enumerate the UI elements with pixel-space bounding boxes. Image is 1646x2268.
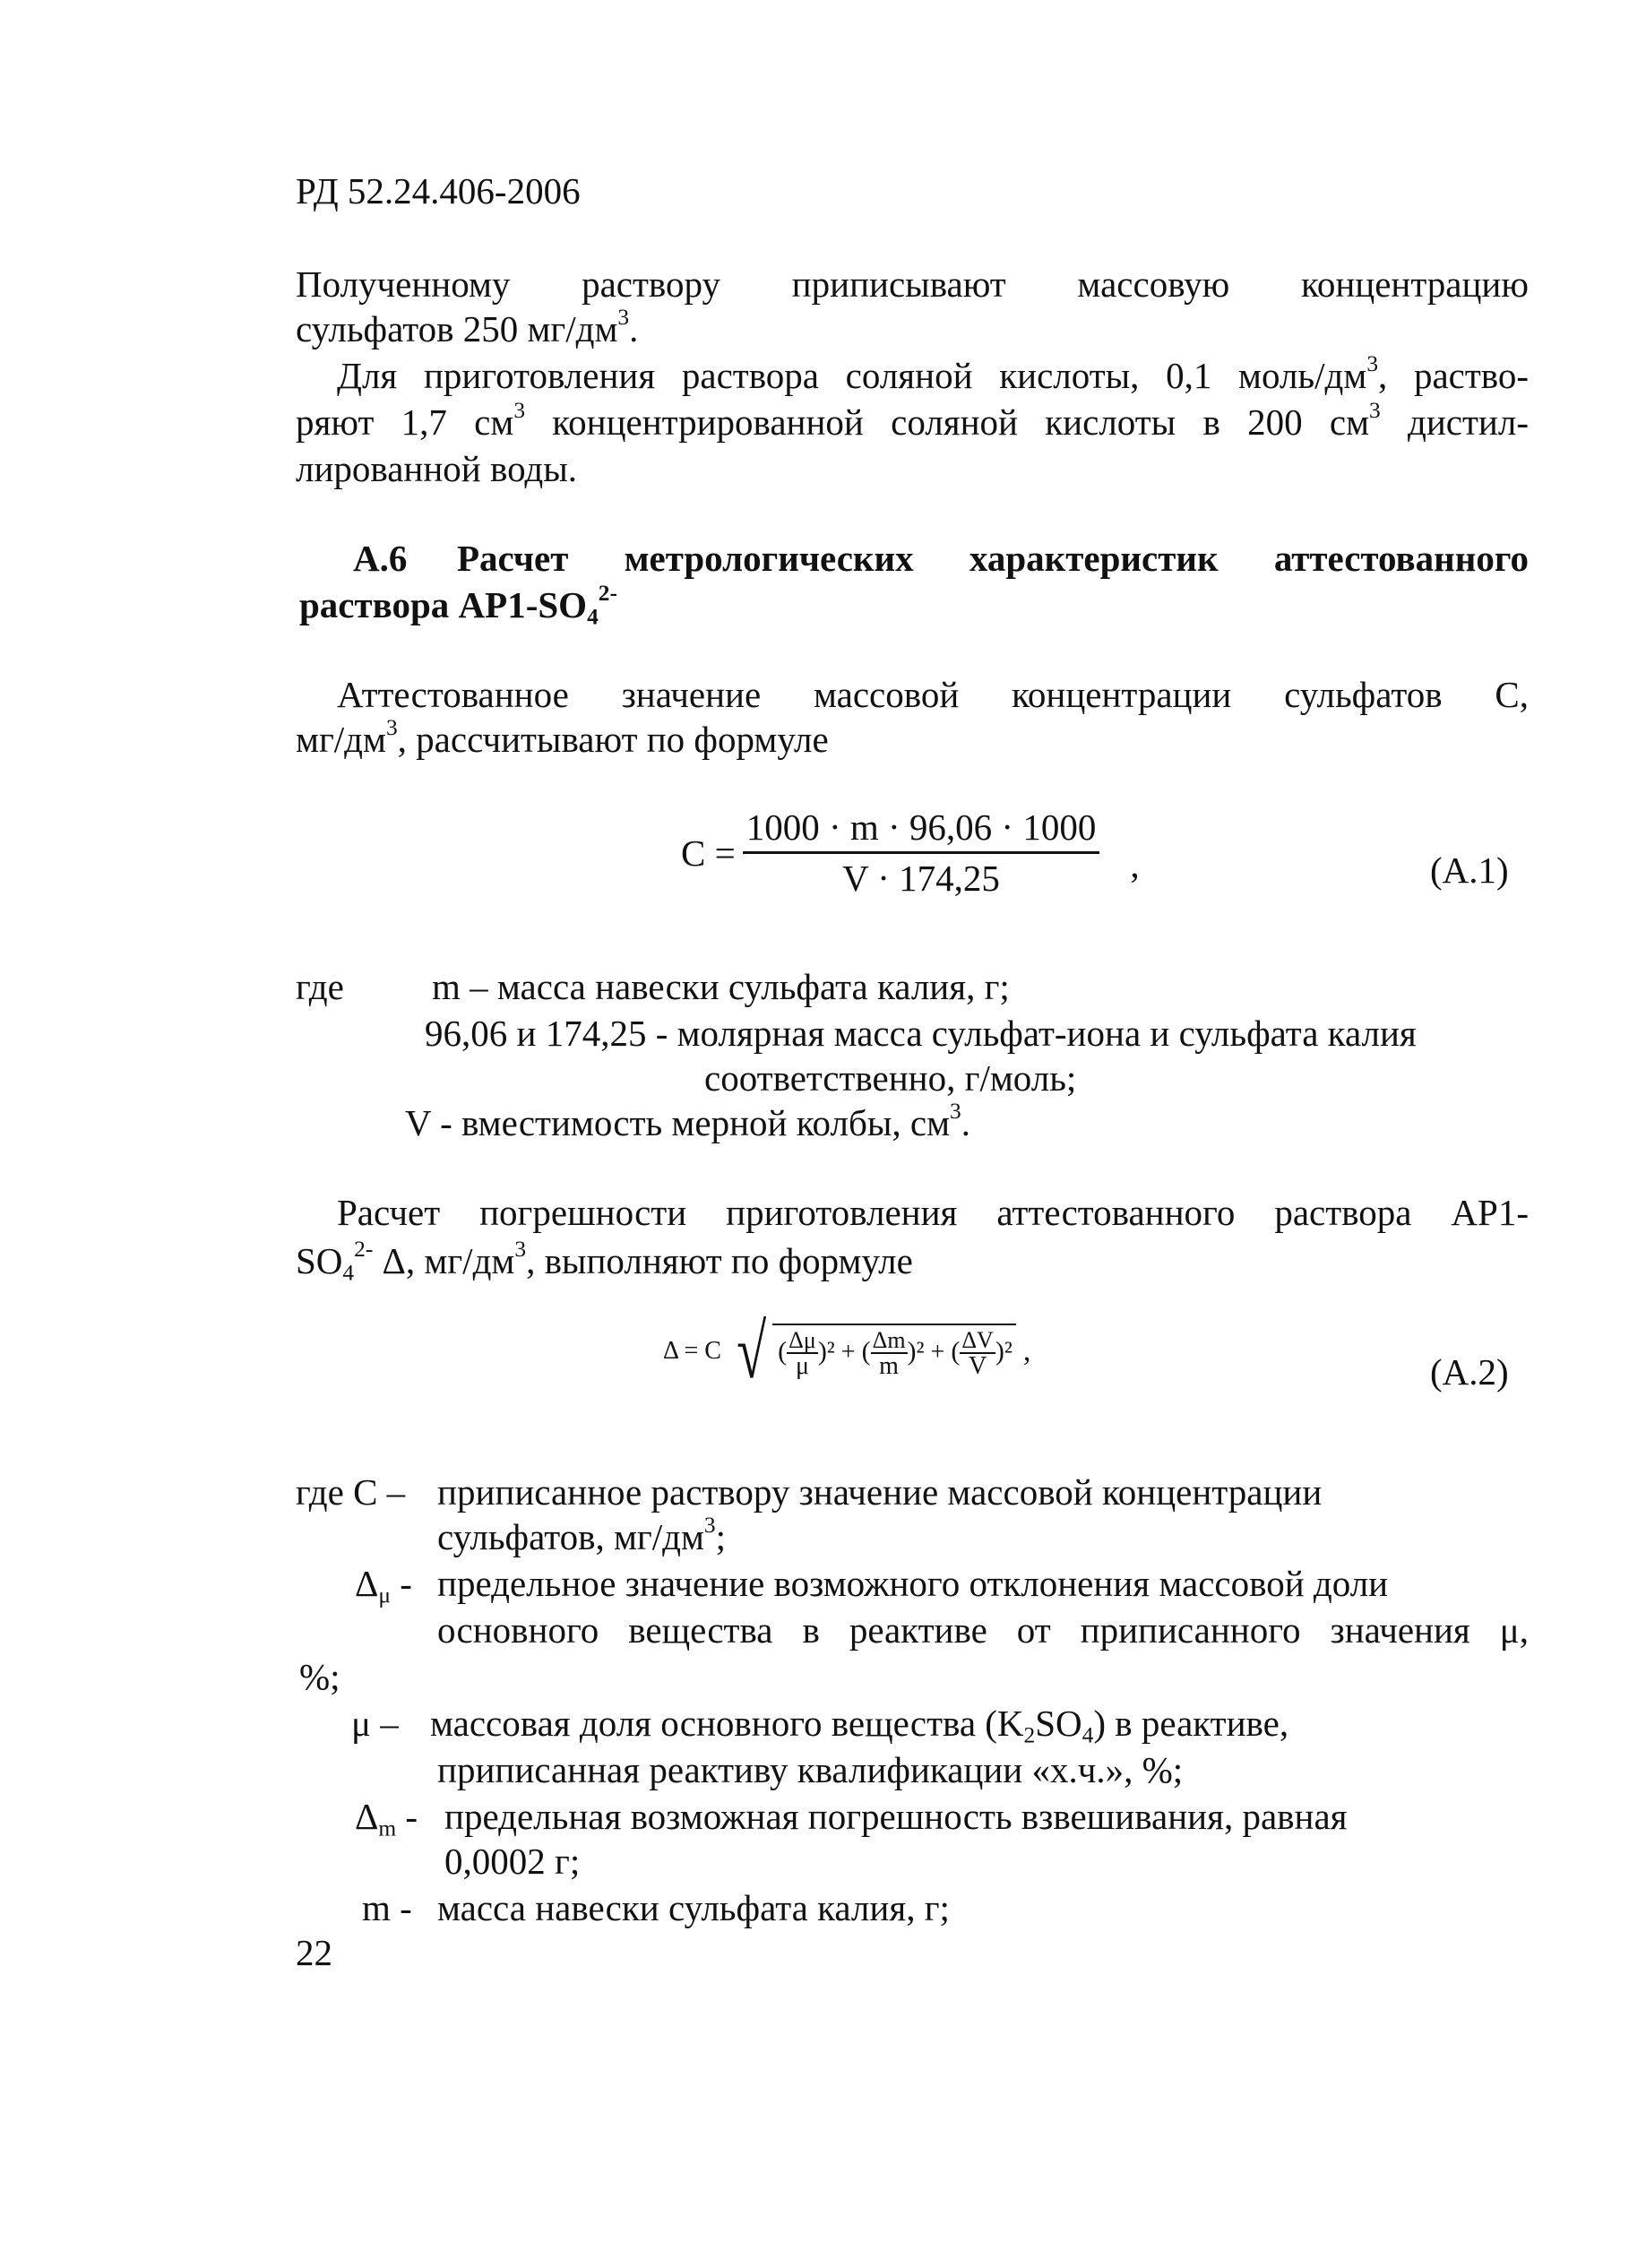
where2-dm-def-2: 0,0002 г; — [444, 1841, 581, 1882]
section-title-line-1: Расчет метрологических характеристик аттестованного — [457, 538, 1529, 579]
where2-m-def: масса навески сульфата калия, г; — [437, 1887, 950, 1928]
where2-m-term: m - — [362, 1887, 412, 1928]
formula-a2-label: (А.2) — [1430, 1351, 1509, 1393]
formula-a1-fraction — [743, 805, 1100, 901]
where2-dmu-def-3: %; — [299, 1656, 340, 1697]
where2-dmu-term: $\Delta_\mu$ - — [355, 1563, 412, 1608]
formula-a1-numerator: 1000 · m · 96,06 · 1000 — [743, 805, 1100, 854]
document-code: РД 52.24.406-2006 — [296, 170, 581, 211]
formula-a1 — [681, 805, 1140, 901]
section-number: А.6 — [353, 538, 408, 579]
intro-line-1: Полученному раствору приписывают массовую концентрацию — [296, 263, 1529, 305]
formula-a2-lhs: Δ = C — [663, 1337, 721, 1365]
where2-dmu-def-2: основного вещества в реактиве от приписанного значения μ, — [437, 1609, 1529, 1651]
where1-def-m: m – масса навески сульфата калия, г; — [432, 966, 1010, 1007]
intro-line-4: ряют 1,7 $см^3$ концентрированной соляной кислоты в 200 $см^3$ дистил- — [296, 397, 1529, 443]
formula-a2-term-v: $\frac{\Delta V}{V}$ — [961, 1327, 994, 1380]
page-number: 22 — [296, 1932, 332, 1973]
where2-dm-term: $\Delta_m$ - — [355, 1796, 418, 1841]
para2-line-2: $SO_4^{2-}$ Δ, $мг/дм^3$, выполняют по формуле — [296, 1236, 913, 1286]
formula-a2 — [663, 1308, 1031, 1394]
where1-word: где — [296, 966, 344, 1007]
where2-c-def-1: приписанное раствору значение массовой концентрации — [437, 1471, 1323, 1513]
para1-line-2: $мг/дм^3$, рассчитывают по формуле — [296, 714, 829, 760]
where1-def-molar-cont: соответственно, г/моль; — [704, 1057, 1077, 1099]
where2-mu-def-2: приписанная реактиву квалификации «х.ч.», %; — [437, 1749, 1184, 1790]
where2-dm-def-1: предельная возможная погрешность взвешивания, равная — [444, 1796, 1348, 1837]
where2-dmu-def-1: предельное значение возможного отклонения массовой доли — [437, 1563, 1389, 1604]
formula-a1-comma: , — [1130, 843, 1140, 885]
formula-a2-term-m: $\frac{\Delta m}{m}$ — [872, 1327, 906, 1380]
sqrt-icon: √ — [737, 1308, 767, 1394]
formula-a1-lhs: C = — [681, 832, 736, 874]
formula-a2-term-mu: $\frac{\Delta\mu}{\mu}$ — [789, 1327, 816, 1380]
formula-a2-comma: , — [1022, 1334, 1031, 1367]
where2-c-term: где С – — [296, 1471, 406, 1513]
where2-mu-def-1: массовая доля основного вещества $(K_2SO_4)$ в реактиве, — [430, 1703, 1289, 1748]
section-title-line-2: раствора $АР1-SO_4^{2-}$ — [299, 580, 617, 630]
para1-line-1: Аттестованное значение массовой концентрации сульфатов С, — [337, 674, 1529, 715]
where1-def-molar: 96,06 и 174,25 - молярная масса сульфат-иона и сульфата калия — [425, 1013, 1417, 1054]
intro-line-3: Для приготовления раствора соляной кислоты, 0,1 моль/$дм^3$, раство- — [337, 350, 1530, 396]
where2-c-def-2: сульфатов, $мг/дм^3$; — [437, 1512, 727, 1557]
where1-def-v: V - вместимость мерной колбы, $см^3$. — [405, 1098, 970, 1143]
intro-line-2: сульфатов 250 $мг/дм^3$. — [296, 304, 639, 349]
para2-line-1: Расчет погрешности приготовления аттестованного раствора АР1- — [337, 1192, 1529, 1233]
intro-line-5: лированной воды. — [296, 448, 578, 489]
formula-a2-radicand: ( $\frac{\Delta\mu}{\mu}$ )² + ( $\frac{\Delta m}{m}$ )² + ( $\frac{\Delta V}{V}$ )² — [772, 1324, 1016, 1379]
where2-mu-term: μ – — [351, 1703, 399, 1744]
formula-a1-label: (А.1) — [1430, 849, 1509, 891]
formula-a1-denominator: V · 174,25 — [842, 858, 1000, 899]
